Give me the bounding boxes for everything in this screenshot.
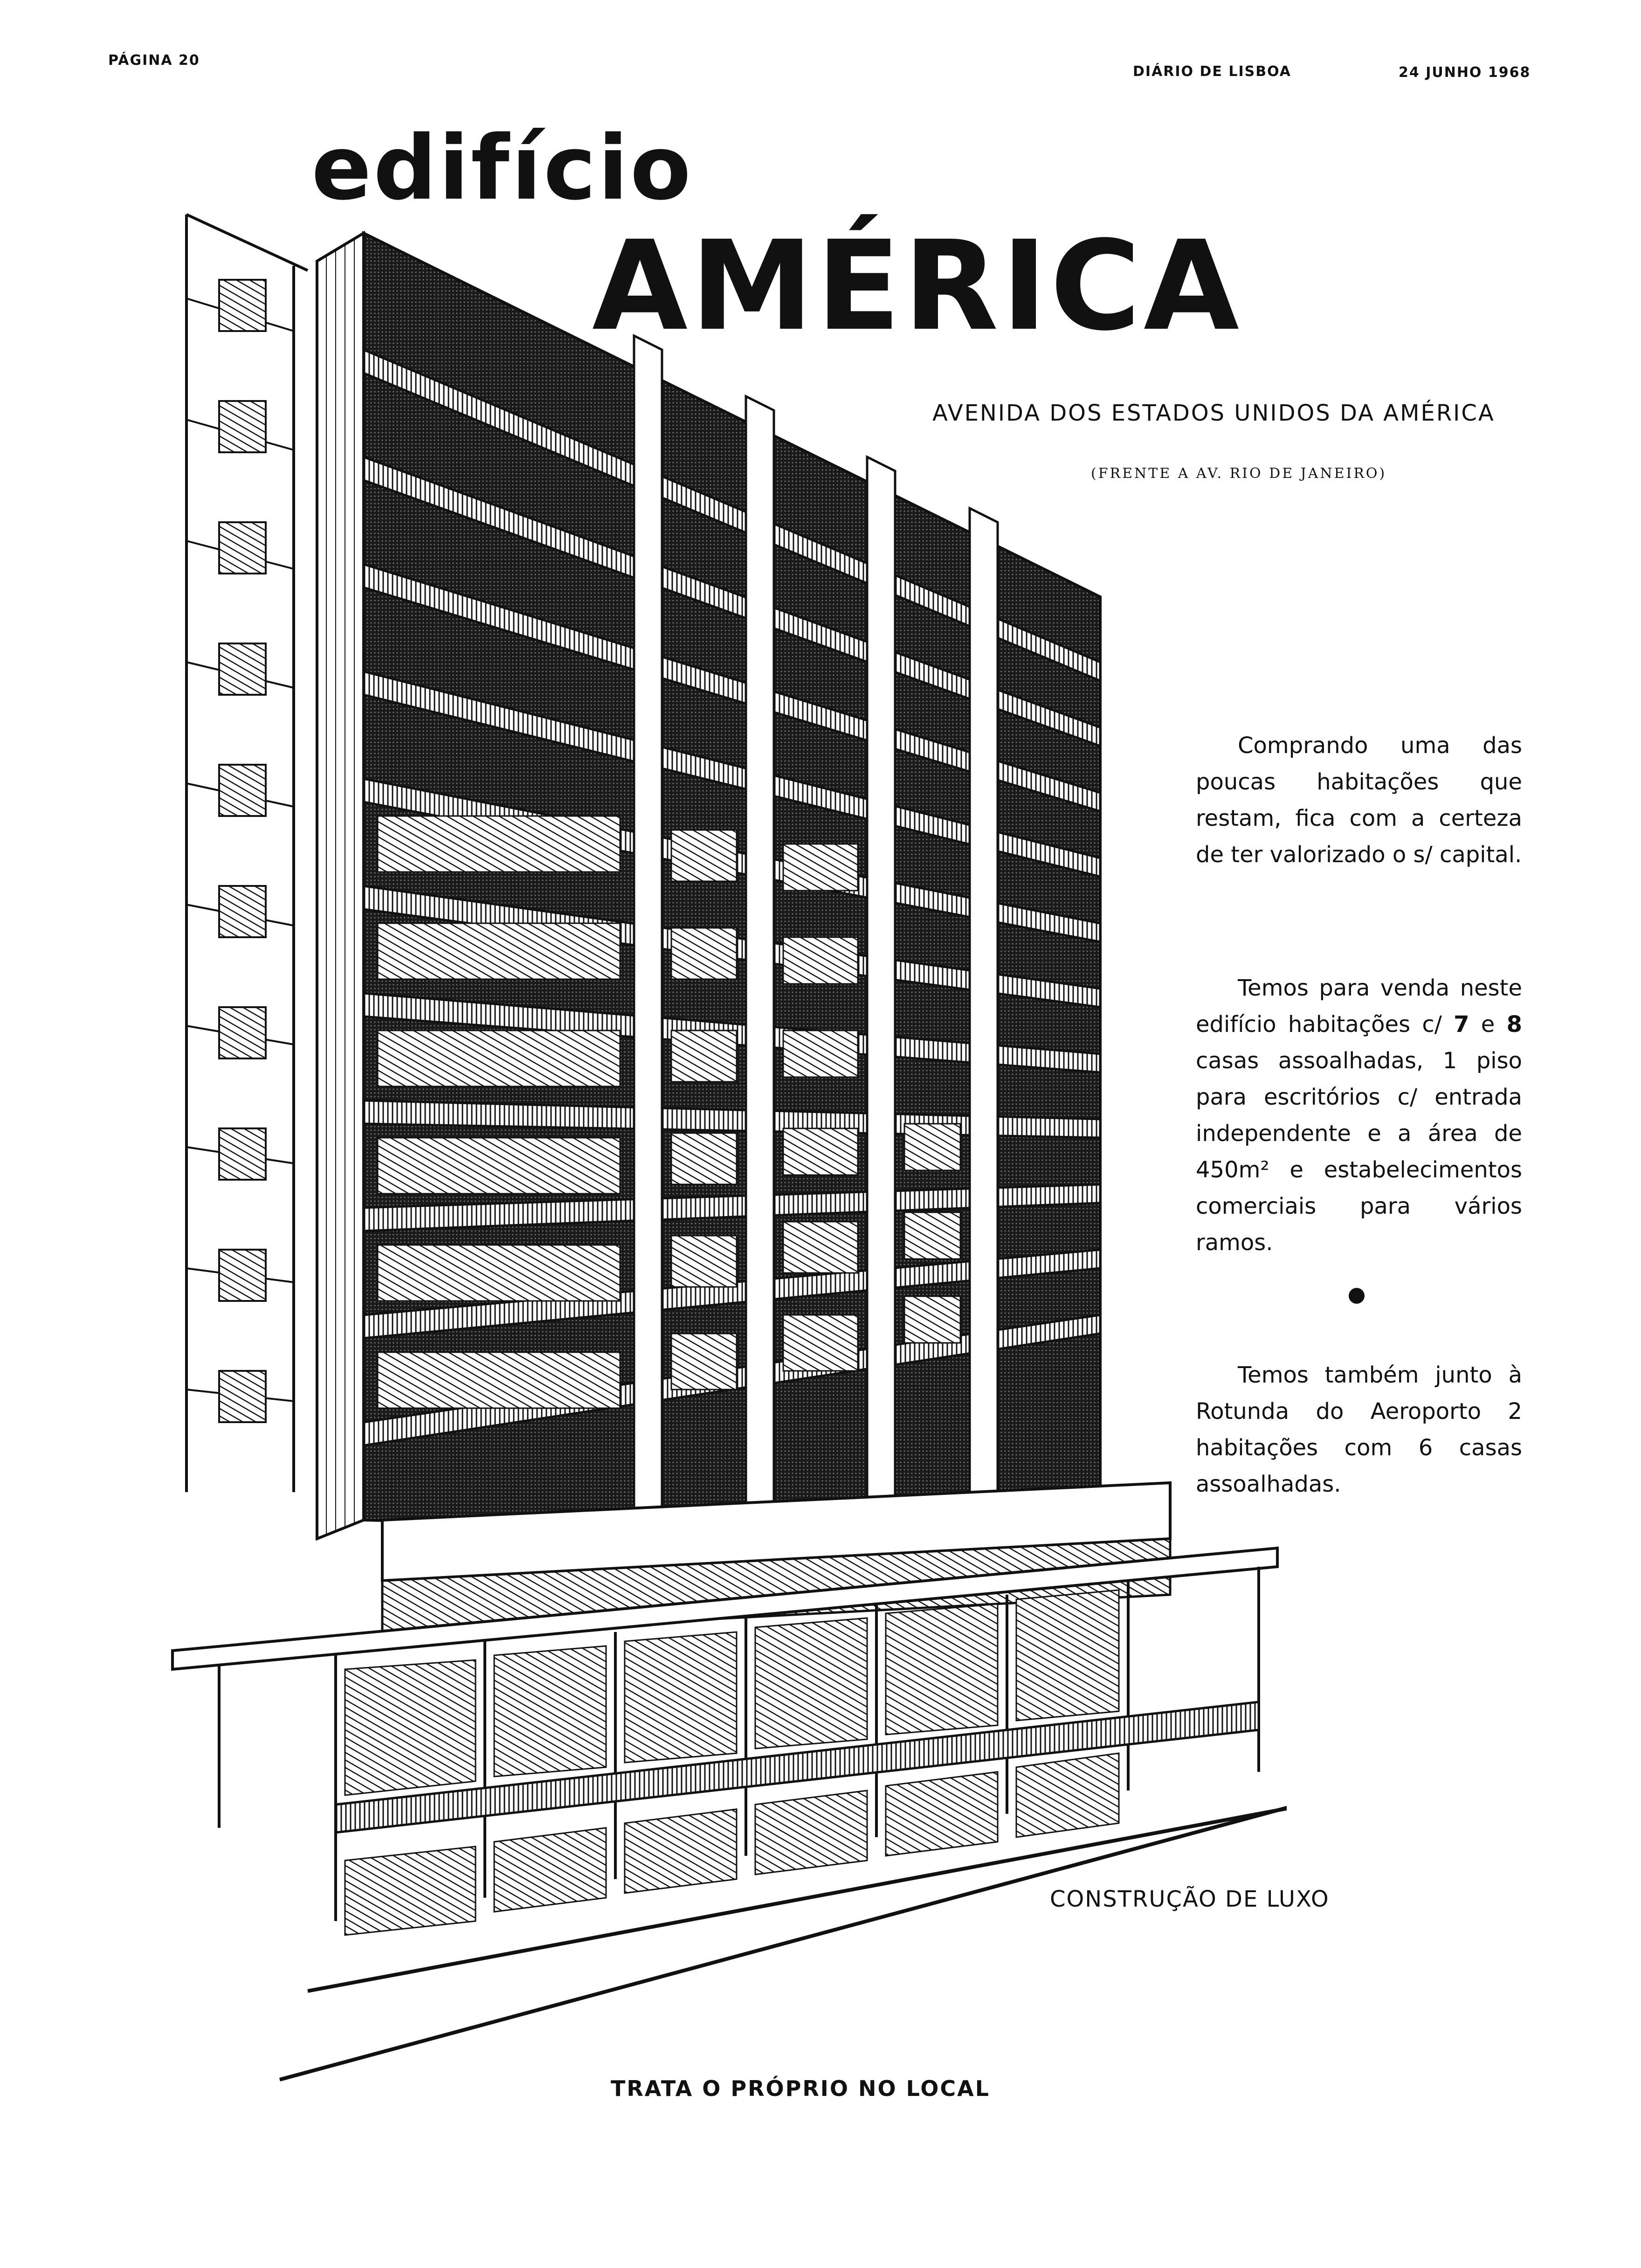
bullet-dot bbox=[1349, 1288, 1365, 1304]
paragraph-for-sale bbox=[1196, 970, 1522, 1261]
p2-text-a: Temos para venda neste edifício habitações c/ bbox=[1196, 975, 1522, 1037]
paragraph-buying: Comprando uma das poucas habitações que restam, fica com a certeza de ter valorizado o s/ capital. bbox=[1196, 733, 1522, 868]
issue-date: 24 JUNHO 1968 bbox=[1399, 64, 1531, 81]
footer-note: TRATA O PRÓPRIO NO LOCAL bbox=[611, 2076, 991, 2101]
luxury-caption: CONSTRUÇÃO DE LUXO bbox=[1050, 1886, 1330, 1912]
p2-text-b: casas assoalhadas, 1 piso para escritórios c/ entrada independente e a área de 450m² e estabelecimentos comerciais para vários ramos. bbox=[1196, 1048, 1522, 1256]
p2-seven: 7 bbox=[1454, 1011, 1469, 1037]
newspaper-name: DIÁRIO DE LISBOA bbox=[1133, 63, 1291, 80]
address-street: AVENIDA DOS ESTADOS UNIDOS DA AMÉRICA bbox=[932, 400, 1495, 426]
p2-eight: 8 bbox=[1506, 1011, 1522, 1037]
page-label: PÁGINA 20 bbox=[108, 52, 200, 69]
address-note: (FRENTE A AV. RIO DE JANEIRO) bbox=[1091, 465, 1387, 482]
building-drawing-icon bbox=[168, 196, 1287, 2108]
p2-and: e bbox=[1481, 1011, 1495, 1037]
title-line1: edifício bbox=[311, 117, 693, 220]
title-line2: AMÉRICA bbox=[592, 214, 1242, 358]
paragraph-airport: Temos também junto à Rotunda do Aeroporto 2 habitações com 6 casas assoalhadas. bbox=[1196, 1362, 1522, 1497]
